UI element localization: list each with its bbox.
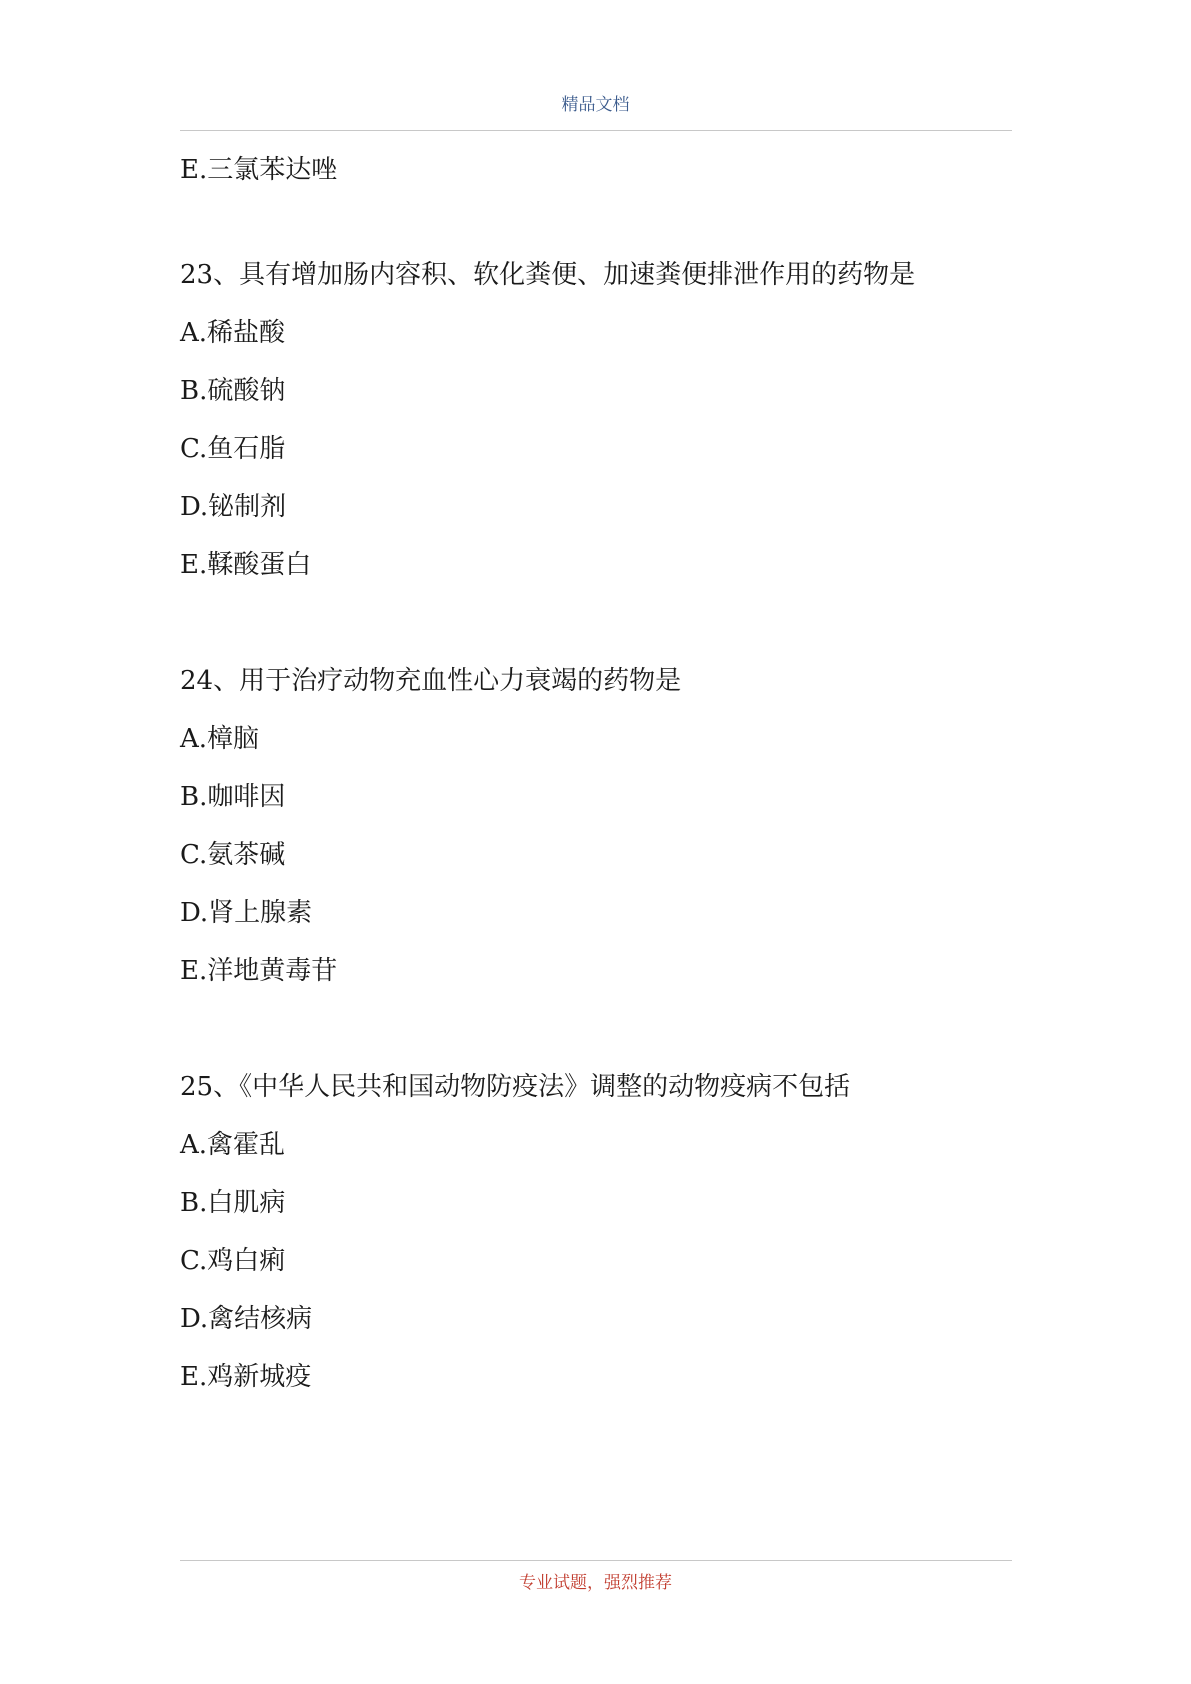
- option-e: E.鞣酸蛋白: [180, 550, 312, 580]
- header-divider: [180, 130, 1012, 131]
- question-stem: 25、《中华人民共和国动物防疫法》调整的动物疫病不包括: [180, 1072, 851, 1102]
- option-b: B.咖啡因: [180, 782, 286, 812]
- question-stem: 23、具有增加肠内容积、软化粪便、加速粪便排泄作用的药物是: [180, 260, 916, 290]
- header-title: 精品文档: [561, 95, 630, 115]
- option-c: C.鸡白痢: [180, 1246, 286, 1276]
- question-stem: 24、用于治疗动物充血性心力衰竭的药物是: [180, 666, 682, 696]
- option-a: A.禽霍乱: [180, 1130, 286, 1160]
- footer-text: 专业试题，强烈推荐: [519, 1573, 672, 1593]
- option-d: D.禽结核病: [180, 1304, 313, 1334]
- option-a: A.樟脑: [180, 724, 260, 754]
- option-a: A.稀盐酸: [180, 318, 286, 348]
- option-c: C.鱼石脂: [180, 434, 286, 464]
- option-b: B.白肌病: [180, 1188, 286, 1218]
- option-b: B.硫酸钠: [180, 376, 286, 406]
- option-e: E.洋地黄毒苷: [180, 956, 338, 986]
- option-d: D.肾上腺素: [180, 898, 313, 928]
- option-c: C.氨茶碱: [180, 840, 286, 870]
- option-d: D.铋制剂: [180, 492, 287, 522]
- carryover-option: E.三氯苯达唑: [180, 155, 338, 185]
- footer-divider: [180, 1560, 1012, 1561]
- option-e: E.鸡新城疫: [180, 1362, 312, 1392]
